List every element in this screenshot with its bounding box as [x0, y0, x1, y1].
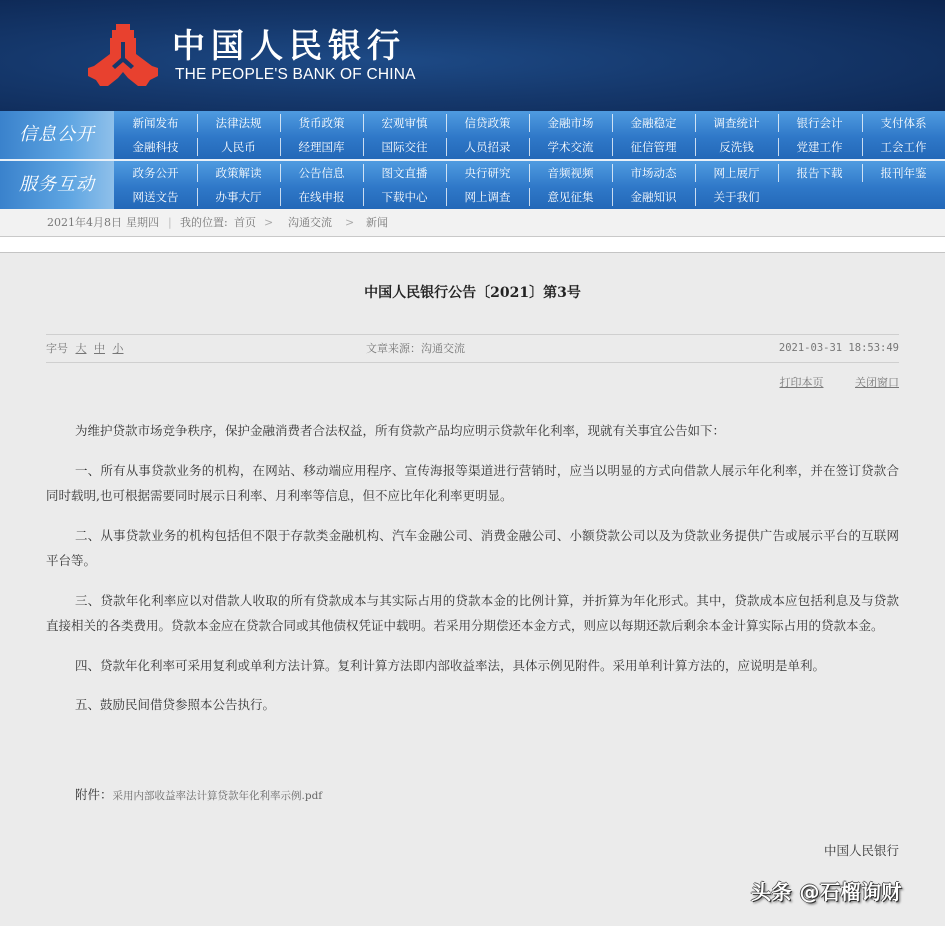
- watermark-text: 头条 @石榴询财: [751, 880, 902, 904]
- nav-row: [114, 135, 945, 159]
- nav-item[interactable]: 图文直播: [363, 161, 446, 185]
- nav-item[interactable]: 学术交流: [529, 135, 612, 159]
- attachment-file-link[interactable]: 采用内部收益率法计算贷款年化利率示例.pdf: [112, 790, 323, 802]
- article-body: [46, 418, 899, 732]
- nav-item[interactable]: 人民币: [197, 135, 280, 159]
- site-header: [0, 0, 945, 111]
- breadcrumb-bar: [0, 209, 945, 237]
- article-paragraph: 三、贷款年化利率应以对借款人收取的所有贷款成本与其实际占用的贷款本金的比例计算，并折算为年化形式。其中，贷款成本应包括利息及与贷款直接相关的各类费用。贷款本金应在贷款合同或其他债权凭证中载明。若采用分期偿还本金方式，则应以每期还款后剩余本金计算实际占用的贷款本金。: [46, 592, 899, 633]
- location-label: 我的位置:: [180, 216, 228, 229]
- main-navigation: [0, 111, 945, 209]
- font-size-large-link[interactable]: 大: [75, 342, 87, 355]
- nav-item[interactable]: 网送文告: [132, 190, 179, 204]
- close-window-link[interactable]: 关闭窗口: [855, 376, 899, 389]
- attachment: [75, 785, 322, 803]
- breadcrumb-home[interactable]: 首页: [234, 216, 256, 229]
- chevron-right-icon: >: [345, 216, 355, 229]
- print-page-link[interactable]: 打印本页: [779, 376, 824, 389]
- nav-item[interactable]: 征信管理: [612, 135, 695, 159]
- nav-item[interactable]: 金融市场: [529, 111, 612, 135]
- nav-item[interactable]: 信贷政策: [446, 111, 529, 135]
- nav-group-info-disclosure: [0, 111, 945, 159]
- article-paragraph: 四、贷款年化利率可采用复利或单利方法计算。复利计算方法即内部收益率法，具体示例见附件。采用单利计算方法的，应说明是单利。: [75, 657, 826, 673]
- nav-item[interactable]: 央行研究: [446, 161, 529, 185]
- nav-item[interactable]: 报刊年鉴: [862, 161, 945, 185]
- nav-item[interactable]: 下载中心: [363, 185, 446, 209]
- nav-item[interactable]: 网上调查: [446, 185, 529, 209]
- nav-item[interactable]: 在线申报: [280, 185, 363, 209]
- article-paragraph: 二、从事贷款业务的机构包括但不限于存款类金融机构、汽车金融公司、消费金融公司、小额贷款公司以及为贷款业务提供广告或展示平台的互联网平台等。: [46, 527, 899, 568]
- current-date: 2021年4月8日: [47, 216, 122, 229]
- nav-item[interactable]: 政务公开: [132, 166, 179, 180]
- nav-item[interactable]: 货币政策: [280, 111, 363, 135]
- nav-group-label: 信息公开: [0, 111, 114, 159]
- nav-item[interactable]: 政策解读: [197, 161, 280, 185]
- nav-item[interactable]: 网上展厅: [695, 161, 778, 185]
- nav-item[interactable]: 公告信息: [280, 161, 363, 185]
- article-paragraph: 为维护贷款市场竞争秩序，保护金融消费者合法权益，所有贷款产品均应明示贷款年化利率，现就有关事宜公告如下：: [75, 423, 726, 438]
- font-size-medium-link[interactable]: 中: [94, 342, 105, 355]
- nav-group-label: 服务互动: [0, 161, 114, 209]
- nav-item[interactable]: 金融科技: [132, 140, 179, 154]
- font-size-small-link[interactable]: 小: [112, 342, 124, 355]
- nav-item[interactable]: 调查统计: [695, 111, 778, 135]
- nav-item[interactable]: 宏观审慎: [363, 111, 446, 135]
- font-size-label: 字号: [46, 342, 68, 355]
- article-paragraph: 五、鼓励民间借贷参照本公告执行。: [75, 697, 276, 712]
- nav-item[interactable]: 音频视频: [529, 161, 612, 185]
- nav-item[interactable]: 经理国库: [280, 135, 363, 159]
- nav-item[interactable]: 人员招录: [446, 135, 529, 159]
- pboc-logo-icon[interactable]: [86, 24, 160, 90]
- current-weekday: 星期四: [126, 216, 159, 229]
- nav-item[interactable]: 意见征集: [529, 185, 612, 209]
- nav-group-service-interaction: [0, 161, 945, 209]
- article-signature: 中国人民银行: [823, 843, 899, 858]
- font-size-selector: [46, 335, 124, 362]
- breadcrumb-divider: |: [168, 216, 172, 229]
- nav-item[interactable]: 反洗钱: [695, 135, 778, 159]
- logo-chinese-name: 中国人民银行: [172, 26, 406, 65]
- breadcrumb-communication[interactable]: 沟通交流: [288, 216, 332, 229]
- article-source: 文章来源：沟通交流: [366, 342, 465, 355]
- nav-item[interactable]: 国际交往: [363, 135, 446, 159]
- spacer-bar: [0, 237, 945, 253]
- logo-english-name: THE PEOPLE'S BANK OF CHINA: [175, 66, 416, 83]
- article-tools: [752, 374, 900, 390]
- chevron-right-icon: >: [264, 216, 274, 229]
- nav-item[interactable]: 办事大厅: [197, 185, 280, 209]
- article-title: 中国人民银行公告〔2021〕第3号: [364, 285, 581, 301]
- nav-item[interactable]: 新闻发布: [132, 116, 179, 130]
- nav-row: [114, 161, 945, 185]
- nav-item[interactable]: 党建工作: [778, 135, 861, 159]
- nav-row: [114, 111, 945, 135]
- nav-item[interactable]: 银行会计: [778, 111, 861, 135]
- nav-item[interactable]: 金融知识: [612, 185, 695, 209]
- nav-item[interactable]: 市场动态: [612, 161, 695, 185]
- nav-item[interactable]: 报告下载: [778, 161, 861, 185]
- nav-item[interactable]: 工会工作: [862, 135, 945, 159]
- breadcrumb-news[interactable]: 新闻: [366, 216, 388, 229]
- nav-item[interactable]: 法律法规: [197, 111, 280, 135]
- article-paragraph: 一、所有从事贷款业务的机构，在网站、移动端应用程序、宣传海报等渠道进行营销时，应当以明显的方式向借款人展示年化利率，并在签订贷款合同时载明,也可根据需要同时展示日利率、月利率等信息，但不应比年化利率更明显。: [46, 462, 899, 503]
- nav-item[interactable]: 金融稳定: [612, 111, 695, 135]
- nav-row: [114, 185, 945, 209]
- article-meta-bar: [46, 334, 899, 363]
- article-datetime: 2021-03-31 18:53:49: [778, 342, 899, 354]
- attachment-label: 附件：: [75, 787, 113, 802]
- nav-item[interactable]: 关于我们: [695, 185, 778, 209]
- nav-item[interactable]: 支付体系: [862, 111, 945, 135]
